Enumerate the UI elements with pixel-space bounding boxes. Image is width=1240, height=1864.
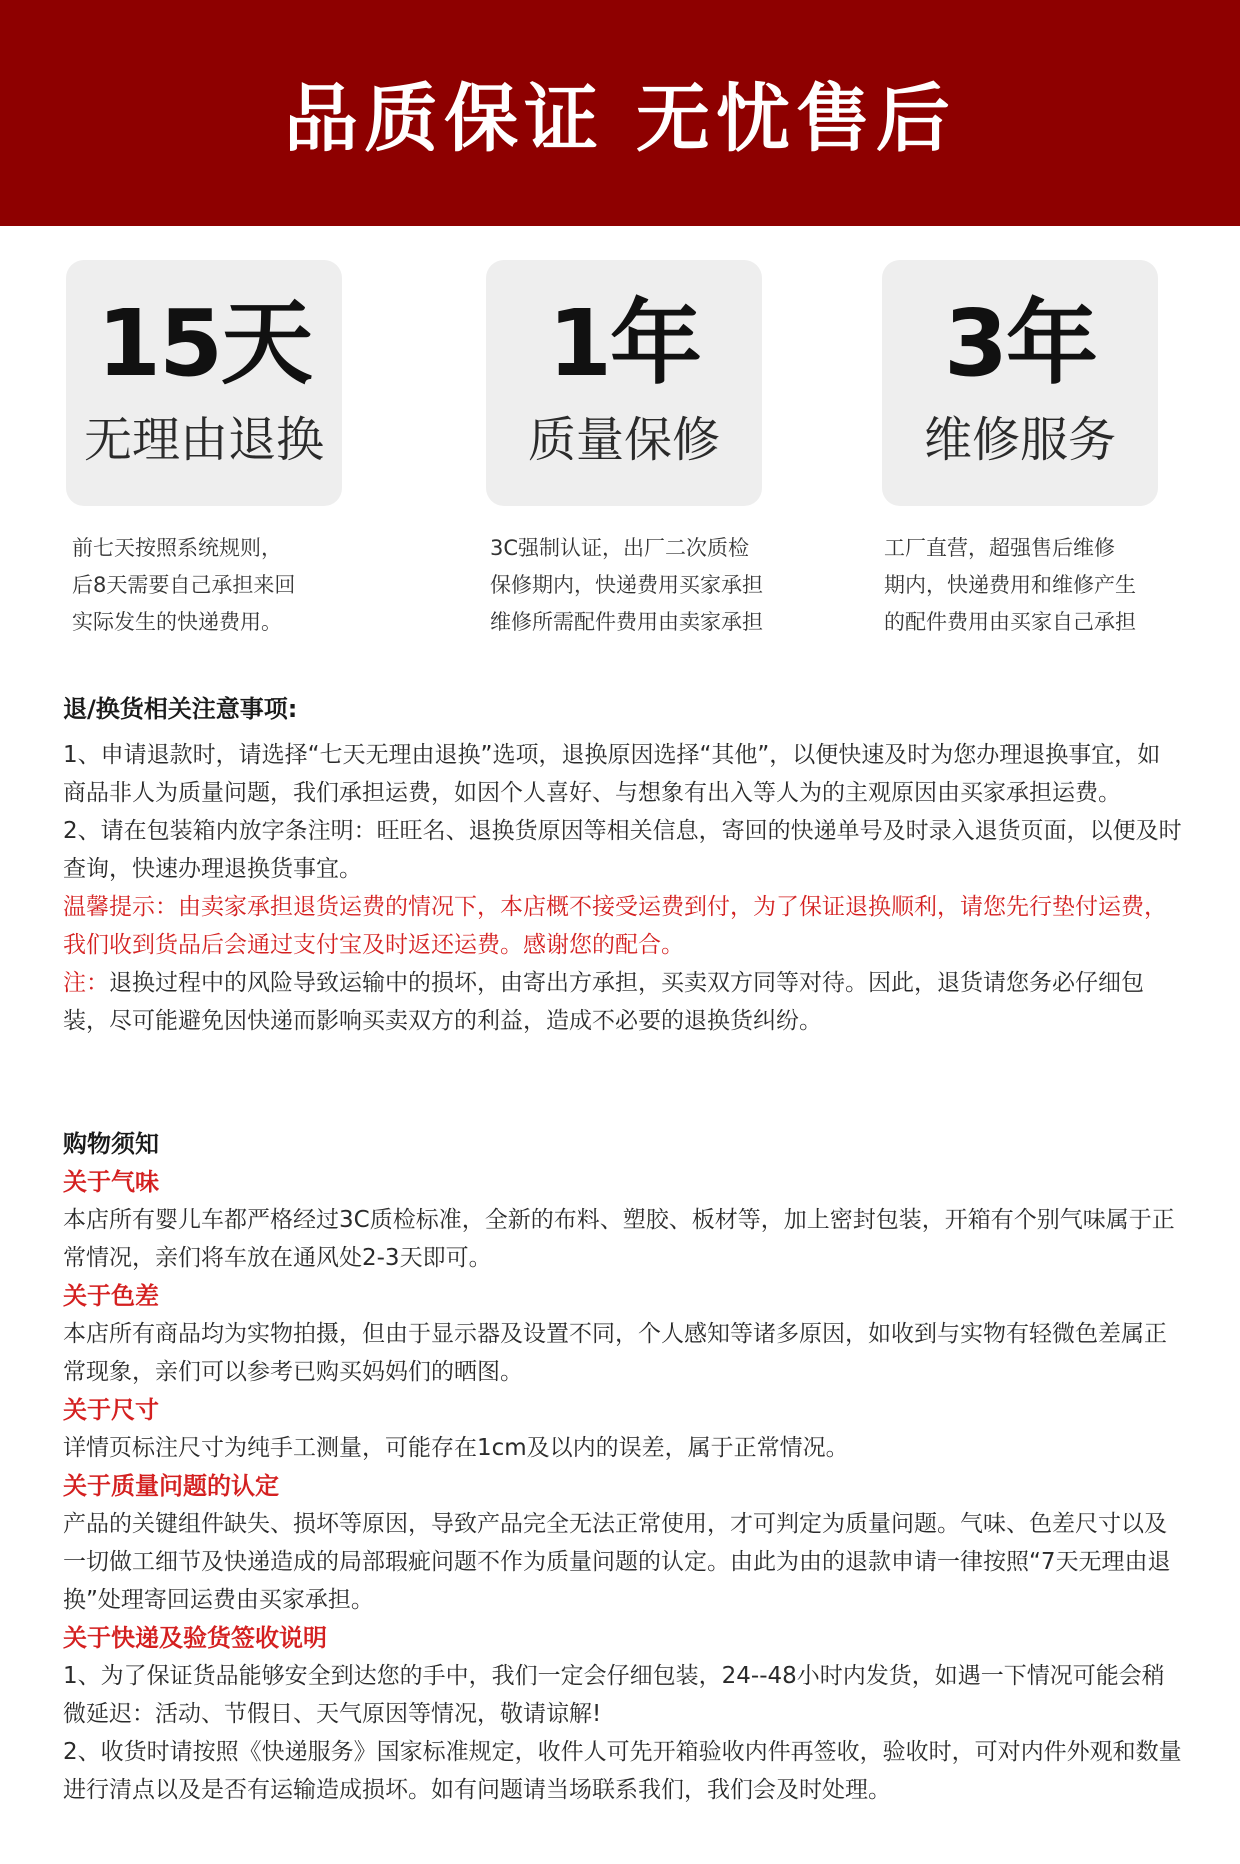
card-big-text: 15天 [96, 290, 312, 397]
returns-section [63, 690, 1183, 1040]
smell-text: 本店所有婴儿车都严格经过3C质检标准，全新的布料、塑胶、板材等，加上密封包装，开箱有个别气味属于正常情况，亲们将车放在通风处2-3天即可。 [63, 1207, 1175, 1271]
card-1-year-warranty [486, 260, 762, 506]
returns-note [63, 964, 1183, 1040]
delivery-heading: 关于快递及验货签收说明 [63, 1624, 327, 1652]
delivery-text-2: 2、收货时请按照《快递服务》国家标准规定，收件人可先开箱验收内件再签收，验收时，可对内件外观和数量进行清点以及是否有运输造成损坏。如有问题请当场联系我们，我们会及时处理。 [63, 1739, 1182, 1803]
returns-title: 退/换货相关注意事项: [63, 695, 298, 723]
quality-heading: 关于质量问题的认定 [63, 1472, 279, 1500]
banner-title: 品质保证 无忧售后 [284, 76, 956, 162]
card-desc-line: 前七天按照系统规则， [72, 536, 282, 560]
delivery-text-1: 1、为了保证货品能够安全到达您的手中，我们一定会仔细包装，24--48小时内发货，如遇一下情况可能会稍微延迟：活动、节假日、天气原因等情况，敬请谅解! [63, 1663, 1165, 1727]
card-desc-line: 期内，快递费用和维修产生 [884, 573, 1136, 597]
size-heading: 关于尺寸 [63, 1396, 159, 1424]
header-banner [0, 0, 1240, 226]
color-text: 本店所有商品均为实物拍摄，但由于显示器及设置不同，个人感知等诸多原因，如收到与实物有轻微色差属正常现象，亲们可以参考已购买妈妈们的晒图。 [63, 1321, 1167, 1385]
returns-item-2: 2、请在包装箱内放字条注明：旺旺名、退换货原因等相关信息，寄回的快递单号及时录入退货页面，以便及时查询，快速办理退换货事宜。 [63, 818, 1182, 882]
card-sub-text: 质量保修 [527, 412, 720, 468]
card-sub-text: 无理由退换 [83, 412, 324, 468]
returns-item-1: 1、申请退款时，请选择“七天无理由退换”选项，退换原因选择“其他”，以便快速及时为您办理退换事宜，如商品非人为质量问题，我们承担运费，如因个人喜好、与想象有出入等人为的主观原因由买家承担运费。 [63, 742, 1161, 806]
card-desc-line: 后8天需要自己承担来回 [72, 573, 296, 597]
note-prefix: 注： [63, 970, 109, 996]
card-desc-line: 维修所需配件费用由卖家承担 [490, 610, 763, 634]
card-desc-line: 实际发生的快递费用。 [72, 610, 282, 634]
card-big-text: 1年 [547, 290, 700, 397]
note-body: 退换过程中的风险导致运输中的损坏，由寄出方承担，买卖双方同等对待。因此，退货请您务必仔细包装，尽可能避免因快递而影响买卖双方的利益，造成不必要的退换货纠纷。 [63, 970, 1144, 1034]
card-description [884, 530, 1136, 641]
card-big-text: 3年 [943, 290, 1096, 397]
card-3-year-service [882, 260, 1158, 506]
card-description [72, 530, 295, 641]
smell-heading: 关于气味 [63, 1168, 159, 1196]
warm-tip: 温馨提示：由卖家承担退货运费的情况下，本店概不接受运费到付，为了保证退换顺利，请您先行垫付运费，我们收到货品后会通过支付宝及时返还运费。感谢您的配合。 [63, 894, 1167, 958]
card-desc-line: 保修期内，快递费用买家承担 [490, 573, 763, 597]
shopping-title: 购物须知 [63, 1130, 159, 1158]
card-sub-text: 维修服务 [923, 412, 1116, 468]
card-desc-line: 工厂直营，超强售后维修 [884, 536, 1115, 560]
size-text: 详情页标注尺寸为纯手工测量，可能存在1cm及以内的误差，属于正常情况。 [63, 1435, 849, 1461]
card-desc-line: 3C强制认证，出厂二次质检 [490, 536, 750, 560]
card-description [490, 530, 763, 641]
color-heading: 关于色差 [63, 1282, 159, 1310]
card-15-day-return [66, 260, 342, 506]
shopping-section [63, 1125, 1183, 1809]
quality-text: 产品的关键组件缺失、损坏等原因，导致产品完全无法正常使用，才可判定为质量问题。气味、色差尺寸以及一切做工细节及快递造成的局部瑕疵问题不作为质量问题的认定。由此为由的退款申请一律按照“7天无理由退换”处理寄回运费由买家承担。 [63, 1511, 1171, 1613]
card-desc-line: 的配件费用由买家自己承担 [884, 610, 1136, 634]
